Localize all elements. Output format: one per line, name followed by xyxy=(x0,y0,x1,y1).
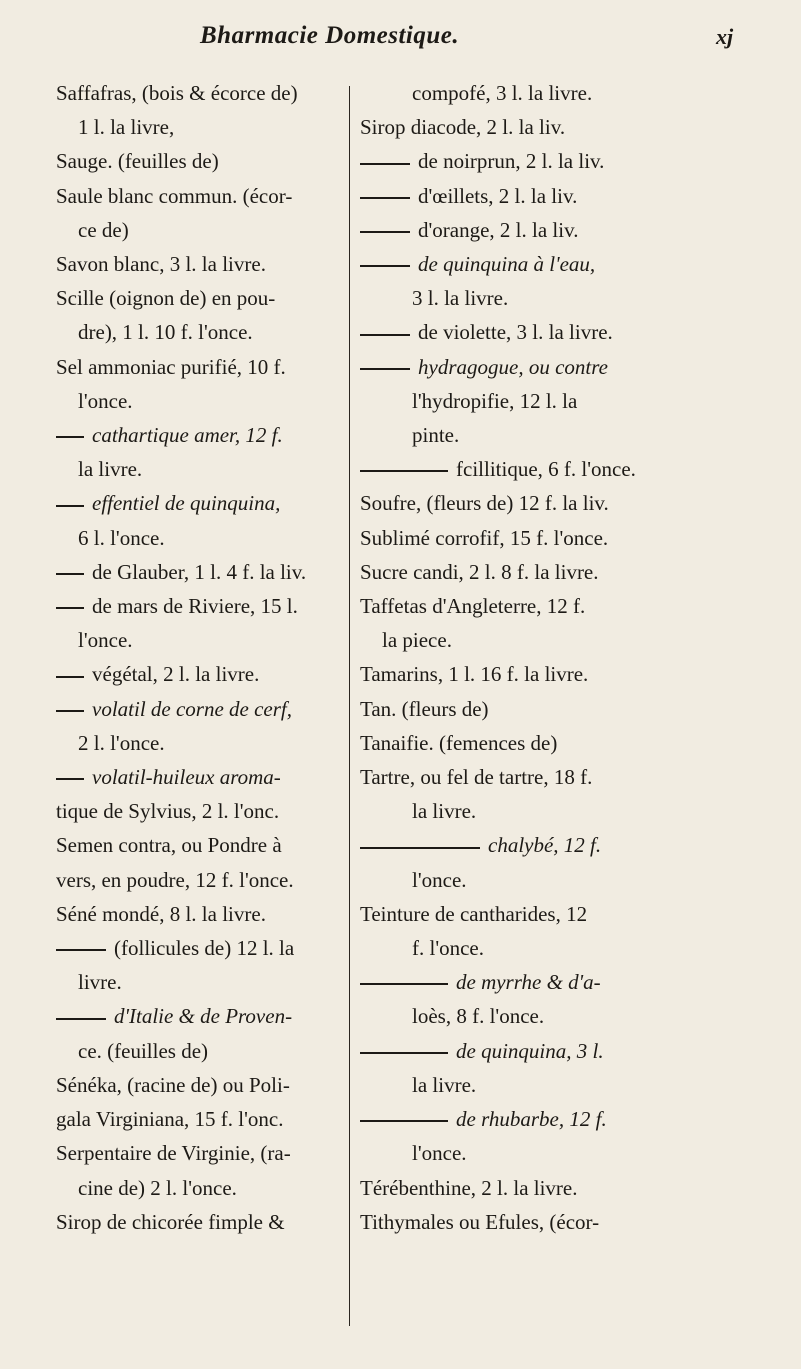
entry-line: l'once. xyxy=(412,1141,467,1166)
entry-line: volatil de corne de cerf, xyxy=(56,692,344,726)
entry-line: Tanaifie. (femences de) xyxy=(360,730,558,755)
entry-line: Savon blanc, 3 l. la livre. xyxy=(56,252,266,277)
entry-line: de violette, 3 l. la livre. xyxy=(360,315,740,349)
ditto-dash xyxy=(360,334,410,336)
entry-line: Sel ammoniac purifié, 10 f. xyxy=(56,354,286,379)
entry-line: dre), 1 l. 10 f. l'once. xyxy=(78,320,253,345)
entry-line: de noirprun, 2 l. la liv. xyxy=(360,144,740,178)
ditto-dash xyxy=(56,676,84,678)
entry-line: d'œillets, 2 l. la liv. xyxy=(360,179,740,213)
entry-line: ce de) xyxy=(78,217,129,242)
entry-line: fcillitique, 6 f. l'once. xyxy=(360,452,740,486)
ditto-dash xyxy=(360,983,448,985)
entry-line: de myrrhe & d'a- xyxy=(360,965,740,999)
entry-line: Soufre, (fleurs de) 12 f. la liv. xyxy=(360,491,609,516)
entry-line: (follicules de) 12 l. la xyxy=(56,931,344,965)
page-number: xj xyxy=(716,24,734,49)
entry-line: la livre. xyxy=(78,457,143,482)
ditto-dash xyxy=(56,436,84,438)
ditto-dash xyxy=(360,847,480,849)
entry-line: 3 l. la livre. xyxy=(412,286,509,311)
ditto-dash xyxy=(360,470,448,472)
entry-line: Teinture de cantharides, 12 xyxy=(360,901,588,926)
ditto-dash xyxy=(56,573,84,575)
entry-line: l'once. xyxy=(412,867,467,892)
entry-line: vers, en poudre, 12 f. l'once. xyxy=(56,867,294,892)
running-header xyxy=(0,22,801,62)
entry-line: l'once. xyxy=(78,388,133,413)
ditto-dash xyxy=(360,1052,448,1054)
entry-line: 6 l. l'once. xyxy=(78,525,165,550)
ditto-dash xyxy=(360,368,410,370)
entry-line: gala Virginiana, 15 f. l'onc. xyxy=(56,1107,284,1132)
entry-line: pinte. xyxy=(412,423,460,448)
ditto-dash xyxy=(56,607,84,609)
entry-line: ce. (feuilles de) xyxy=(78,1038,209,1063)
entry-line: d'orange, 2 l. la liv. xyxy=(360,213,740,247)
entry-line: de Glauber, 1 l. 4 f. la liv. xyxy=(56,555,344,589)
entry-line: 1 l. la livre, xyxy=(78,115,175,140)
ditto-dash xyxy=(56,778,84,780)
ditto-dash xyxy=(56,1018,106,1020)
entry-line: 2 l. l'once. xyxy=(78,730,165,755)
entry-line: Sirop de chicorée fimple & xyxy=(56,1209,285,1234)
entry-line: tique de Sylvius, 2 l. l'onc. xyxy=(56,799,280,824)
entry-line: la livre. xyxy=(412,1072,477,1097)
entry-line: Saffafras, (bois & écorce de) xyxy=(56,81,298,105)
entry-line: chalybé, 12 f. xyxy=(360,828,740,862)
entry-line: livre. xyxy=(78,970,122,995)
left-column xyxy=(56,76,344,1239)
entry-line: effentiel de quinquina, xyxy=(56,486,344,520)
ditto-dash xyxy=(360,265,410,267)
ditto-dash xyxy=(360,1120,448,1122)
entry-line: Sublimé corrofif, 15 f. l'once. xyxy=(360,525,609,550)
entry-line: volatil-huileux aroma- xyxy=(56,760,344,794)
entry-line: Saule blanc commun. (écor- xyxy=(56,183,293,208)
entry-line: Serpentaire de Virginie, (ra- xyxy=(56,1141,291,1166)
entry-line: Tithymales ou Efules, (écor- xyxy=(360,1209,600,1234)
entry-line: l'once. xyxy=(78,628,133,653)
right-column xyxy=(360,76,740,1239)
entry-line: Sauge. (feuilles de) xyxy=(56,149,219,174)
entry-line: la livre. xyxy=(412,799,477,824)
entry-line: d'Italie & de Proven- xyxy=(56,999,344,1033)
entry-line: cathartique amer, 12 f. xyxy=(56,418,344,452)
entry-line: Tamarins, 1 l. 16 f. la livre. xyxy=(360,662,589,687)
entry-line: de quinquina à l'eau, xyxy=(360,247,740,281)
column-divider xyxy=(349,86,350,1326)
entry-line: Sénéka, (racine de) ou Poli- xyxy=(56,1072,290,1097)
entry-line: hydragogue, ou contre xyxy=(360,350,740,384)
entry-line: Scille (oignon de) en pou- xyxy=(56,286,276,311)
entry-line: de mars de Riviere, 15 l. xyxy=(56,589,344,623)
entry-line: Sucre candi, 2 l. 8 f. la livre. xyxy=(360,559,599,584)
running-title: Bharmacie Domestique. xyxy=(200,22,460,49)
ditto-dash xyxy=(56,505,84,507)
entry-line: la piece. xyxy=(382,628,452,653)
entry-line: de rhubarbe, 12 f. xyxy=(360,1102,740,1136)
entry-line: végétal, 2 l. la livre. xyxy=(56,657,344,691)
ditto-dash xyxy=(56,710,84,712)
entry-line: compofé, 3 l. la livre. xyxy=(412,81,593,105)
entry-line: Térébenthine, 2 l. la livre. xyxy=(360,1175,578,1200)
entry-line: loès, 8 f. l'once. xyxy=(412,1004,545,1029)
entry-line: l'hydropifie, 12 l. la xyxy=(412,388,578,413)
ditto-dash xyxy=(360,163,410,165)
entry-line: Sirop diacode, 2 l. la liv. xyxy=(360,115,566,140)
entry-line: Tartre, ou fel de tartre, 18 f. xyxy=(360,765,593,790)
ditto-dash xyxy=(360,231,410,233)
ditto-dash xyxy=(360,197,410,199)
entry-line: f. l'once. xyxy=(412,936,485,961)
entry-line: Semen contra, ou Pondre à xyxy=(56,833,282,858)
ditto-dash xyxy=(56,949,106,951)
entry-line: Tan. (fleurs de) xyxy=(360,696,489,721)
entry-line: Taffetas d'Angleterre, 12 f. xyxy=(360,594,586,619)
entry-line: Séné mondé, 8 l. la livre. xyxy=(56,901,266,926)
entry-line: de quinquina, 3 l. xyxy=(360,1034,740,1068)
entry-line: cine de) 2 l. l'once. xyxy=(78,1175,237,1200)
